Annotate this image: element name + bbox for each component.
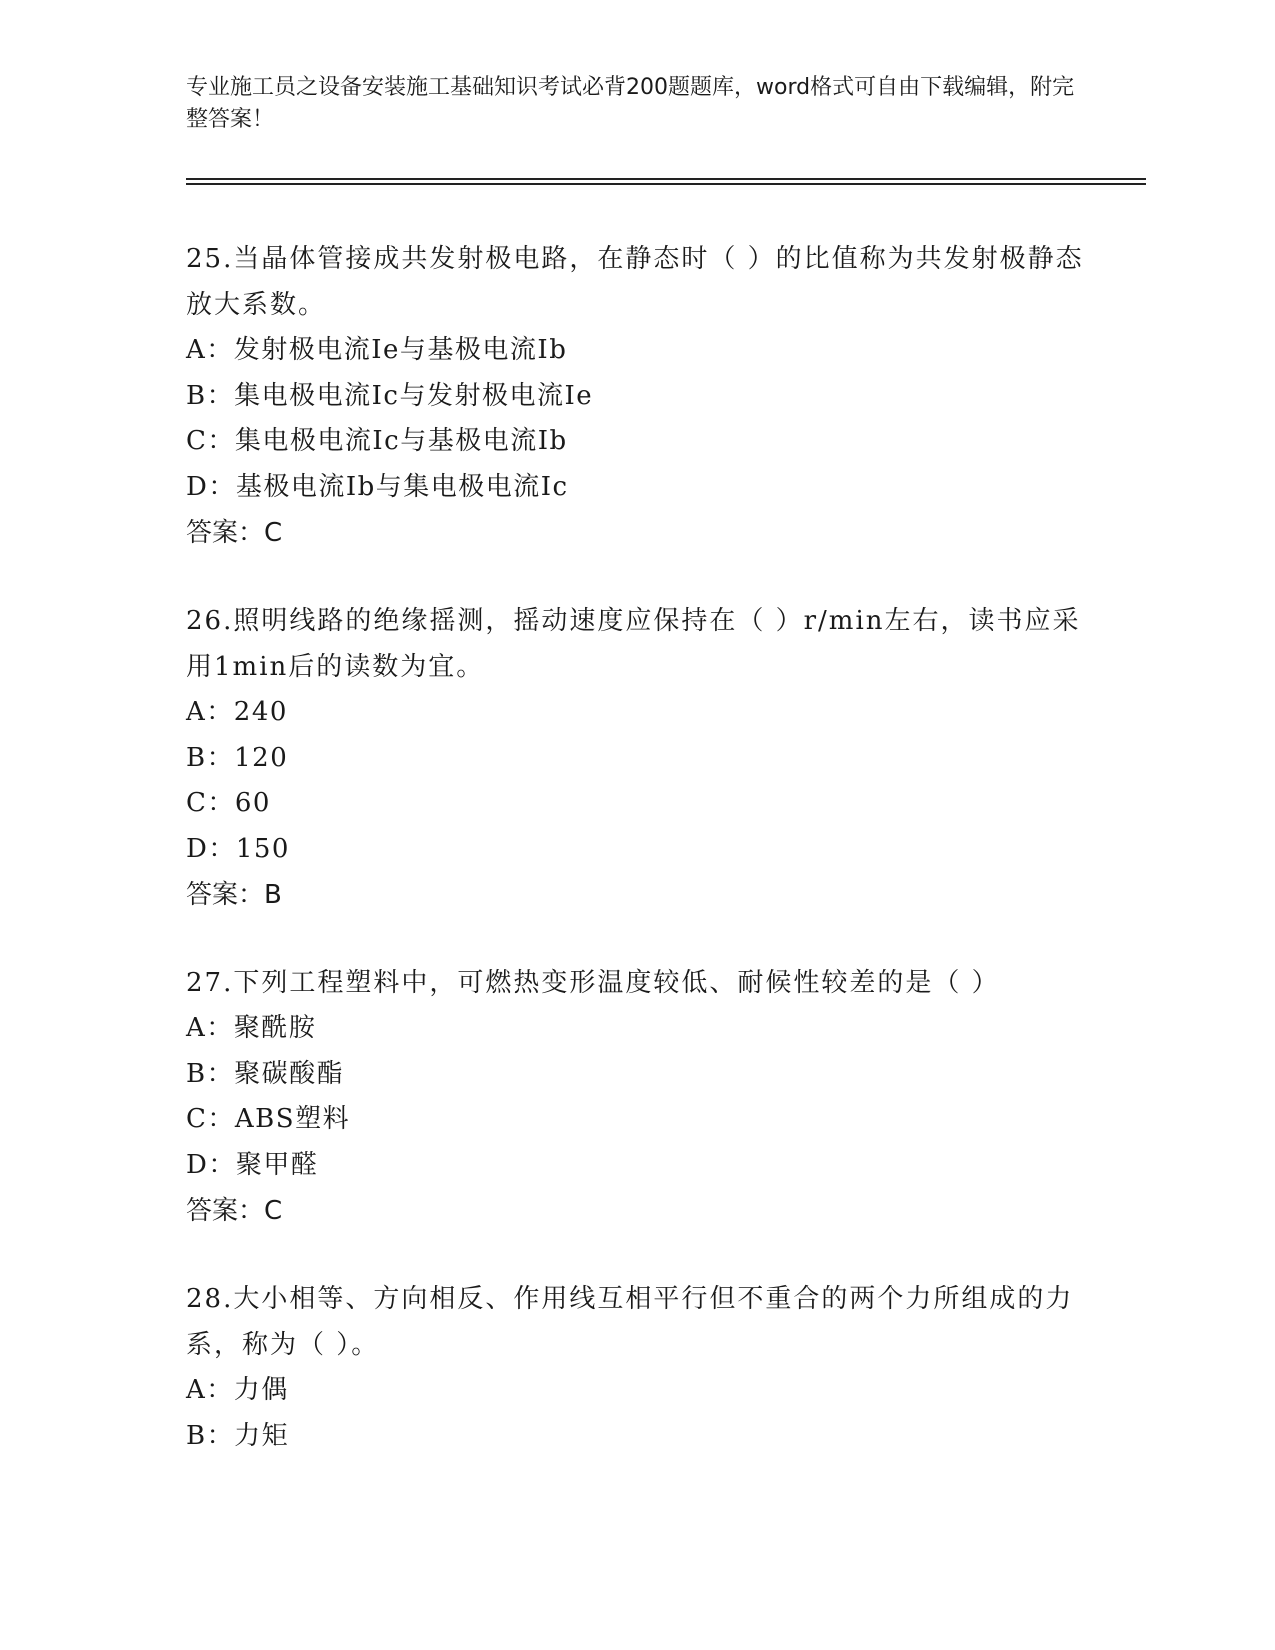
option-b: B：120 [186, 742, 289, 773]
question-text: 26.照明线路的绝缘摇测，摇动速度应保持在（ ）r/min左右，读书应采用1min后的读数为宜。 [186, 606, 1081, 682]
option-a: A：发射极电流Ie与基极电流Ib [186, 335, 568, 365]
question-text: 28.大小相等、方向相反、作用线互相平行但不重合的两个力所组成的力系，称为（ ）。 [186, 1284, 1074, 1360]
option-b: B：力矩 [186, 1420, 290, 1451]
option-c: C：集电极电流Ic与基极电流Ib [186, 426, 568, 456]
answer-label: 答案：C [186, 518, 283, 548]
header-divider-bottom [186, 183, 1146, 185]
option-a: A：240 [186, 697, 288, 727]
option-a: A：力偶 [186, 1375, 289, 1405]
answer-label: 答案：C [186, 1196, 283, 1226]
question-28 [186, 1276, 1086, 1459]
question-27 [186, 960, 1086, 1234]
question-text: 27.下列工程塑料中，可燃热变形温度较低、耐候性较差的是（ ） [186, 968, 1000, 998]
document-header: 专业施工员之设备安装施工基础知识考试必背200题题库，word格式可自由下载编辑，附完整答案！ [186, 75, 1075, 132]
question-text: 25.当晶体管接成共发射极电路，在静态时（ ）的比值称为共发射极静态放大系数。 [186, 244, 1084, 320]
answer-label: 答案：B [186, 880, 282, 910]
question-26 [186, 598, 1086, 918]
option-d: D：150 [186, 833, 290, 864]
question-list [186, 236, 1086, 1501]
option-d: D：基极电流Ib与集电极电流Ic [186, 471, 569, 502]
option-c: C：ABS塑料 [186, 1104, 351, 1134]
header-divider-top [186, 178, 1146, 180]
option-b: B：集电极电流Ic与发射极电流Ie [186, 380, 594, 411]
option-a: A：聚酰胺 [186, 1013, 317, 1043]
option-b: B：聚碳酸酯 [186, 1058, 345, 1089]
option-d: D：聚甲醛 [186, 1149, 319, 1180]
question-25 [186, 236, 1086, 556]
option-c: C：60 [186, 788, 271, 818]
